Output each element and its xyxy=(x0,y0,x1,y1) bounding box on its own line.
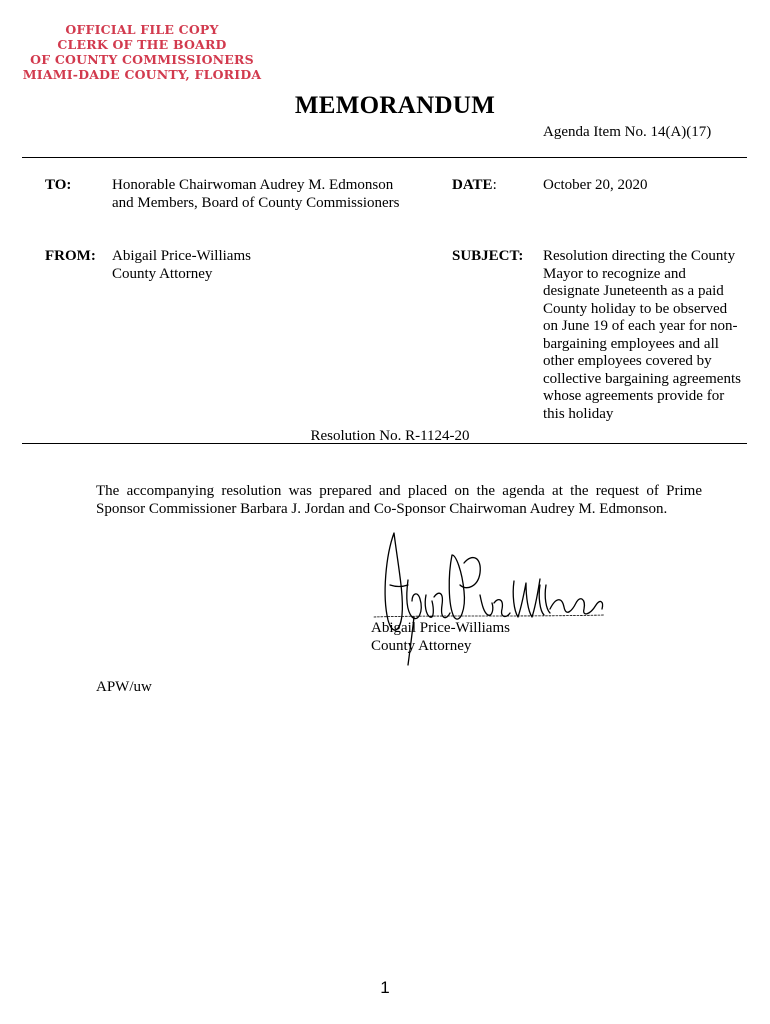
stamp-line: MIAMI-DADE COUNTY, FLORIDA xyxy=(22,67,262,82)
subject-line: on June 19 of each year for non- xyxy=(543,318,738,334)
subject-line: other employees covered by xyxy=(543,353,712,369)
subject-line: this holiday xyxy=(543,405,614,422)
to-label: TO: xyxy=(45,177,72,193)
from-line: Abigail Price-Williams xyxy=(112,248,251,264)
from-label: FROM: xyxy=(45,248,96,264)
subject-line: collective bargaining agreements xyxy=(543,370,741,387)
signatory-name: Abigail Price-Williams xyxy=(371,620,510,636)
subject-label: SUBJECT: xyxy=(452,248,524,264)
date-value: October 20, 2020 xyxy=(543,177,648,193)
official-file-copy-stamp xyxy=(22,22,262,82)
subject-line: whose agreements provide for xyxy=(543,388,725,404)
stamp-line: OF COUNTY COMMISSIONERS xyxy=(30,52,254,67)
agenda-item-number: Agenda Item No. 14(A)(17) xyxy=(543,124,712,140)
to-line: and Members, Board of County Commissioners xyxy=(112,194,400,211)
subject-line: County holiday to be observed xyxy=(543,300,728,317)
date-label: DATE: xyxy=(452,177,497,193)
from-line: County Attorney xyxy=(112,265,213,282)
page-number: 1 xyxy=(380,978,390,997)
stamp-line: OFFICIAL FILE COPY xyxy=(65,22,219,37)
body-paragraph: The accompanying resolution was prepared and placed on the agenda at the request of Prime Sponsor Commissioner Barbara J. Jordan and Co-Sponsor Chairwoman Audrey M. Edmonson. xyxy=(96,483,702,517)
memo-title: MEMORANDUM xyxy=(294,92,496,119)
subject-line: bargaining employees and all xyxy=(543,335,719,352)
subject-line: Mayor to recognize and xyxy=(543,265,686,282)
subject-line: designate Juneteenth as a paid xyxy=(543,283,724,299)
subject-text xyxy=(543,248,741,423)
from-sender xyxy=(112,248,251,283)
resolution-number: Resolution No. R-1124-20 xyxy=(310,428,470,444)
to-line: Honorable Chairwoman Audrey M. Edmonson xyxy=(112,177,394,193)
subject-line: Resolution directing the County xyxy=(543,248,736,264)
signatory-title: County Attorney xyxy=(371,638,472,654)
stamp-line: CLERK OF THE BOARD xyxy=(57,37,227,52)
typist-initials: APW/uw xyxy=(96,679,152,695)
to-recipients xyxy=(112,177,399,212)
header-bottom-rule xyxy=(22,443,747,444)
header-top-rule xyxy=(22,157,747,158)
